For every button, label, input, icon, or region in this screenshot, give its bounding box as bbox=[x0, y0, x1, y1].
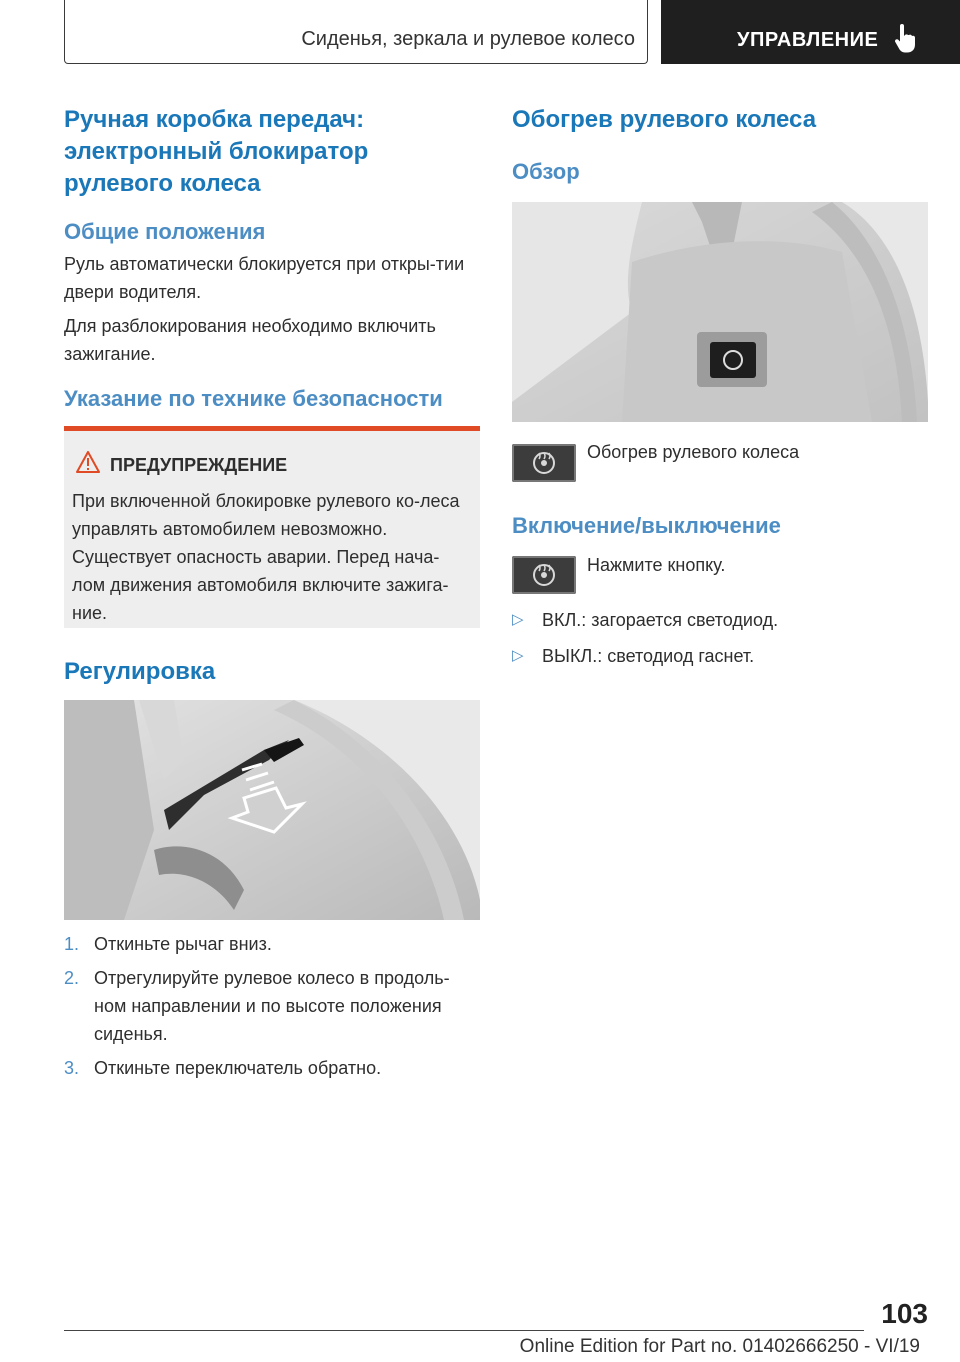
heading-on-off: Включение/выключение bbox=[512, 513, 781, 538]
warning-label: ПРЕДУПРЕЖДЕНИЕ bbox=[110, 455, 288, 475]
icon-caption: Обогрев рулевого колеса bbox=[587, 442, 800, 462]
warning-triangle-icon bbox=[76, 451, 100, 473]
general-paragraph-1: Руль автоматически блокируется при откры-тии двери водителя. bbox=[64, 254, 465, 302]
steering-lever-illustration bbox=[64, 700, 480, 920]
heating-button-illustration bbox=[512, 202, 928, 422]
title-steering-heating: Обогрев рулевого колеса bbox=[512, 106, 817, 133]
pointing-hand-icon bbox=[894, 24, 918, 54]
heading-overview: Обзор bbox=[512, 159, 580, 184]
step-number: 3. bbox=[64, 1058, 80, 1078]
triangle-bullet-icon: ▷ bbox=[512, 611, 524, 628]
step-item bbox=[64, 1054, 480, 1082]
heading-safety: Указание по технике безопасности bbox=[64, 386, 443, 411]
step-number: 2. bbox=[64, 968, 80, 988]
step-item bbox=[64, 964, 480, 1048]
step-text: Откиньте рычаг вниз. bbox=[94, 934, 272, 954]
header-chapter-tab bbox=[661, 0, 960, 64]
edition-note: Online Edition for Part no. 01402666250 - VI/19 bbox=[519, 1336, 920, 1357]
warning-box bbox=[64, 426, 480, 628]
step-text: Откиньте переключатель обратно. bbox=[94, 1058, 382, 1078]
step-number: 1. bbox=[64, 934, 80, 954]
step-item bbox=[64, 930, 480, 958]
bullet-item bbox=[512, 606, 928, 634]
chapter-title: УПРАВЛЕНИЕ bbox=[737, 29, 879, 51]
bullet-text: ВЫКЛ.: светодиод гаснет. bbox=[542, 646, 755, 666]
heading-general: Общие положения bbox=[64, 219, 266, 244]
bullet-text: ВКЛ.: загорается светодиод. bbox=[542, 610, 779, 630]
steering-lever-image bbox=[64, 700, 480, 920]
header-section-tab bbox=[64, 0, 648, 64]
heated-steering-wheel-icon bbox=[512, 444, 576, 482]
heating-button-image bbox=[512, 202, 928, 422]
general-paragraph-2: Для разблокирования необходимо включить зажигание. bbox=[64, 316, 436, 364]
status-bullets bbox=[512, 606, 928, 670]
triangle-bullet-icon: ▷ bbox=[512, 647, 524, 664]
heading-adjustment: Регулировка bbox=[64, 658, 216, 685]
bullet-item bbox=[512, 642, 928, 670]
heated-steering-wheel-button-icon bbox=[512, 556, 576, 594]
warning-text: При включенной блокировке рулевого ко-леса управлять автомобилем невозможно. Существует опасность аварии. Перед нача-лом движения автомобиля включите зажига-ние. bbox=[72, 491, 460, 623]
footer-divider bbox=[64, 1330, 864, 1331]
title-steering-lock: Ручная коробка передач: электронный блокиратор рулевого колеса bbox=[64, 106, 369, 197]
page-number: 103 bbox=[881, 1298, 928, 1329]
press-button-text: Нажмите кнопку. bbox=[587, 555, 726, 575]
adjustment-steps bbox=[64, 930, 480, 1082]
step-text: Отрегулируйте рулевое колесо в продоль-ном направлении и по высоте положения сиденья. bbox=[94, 968, 450, 1044]
section-title: Сиденья, зеркала и рулевое колесо bbox=[301, 28, 635, 50]
